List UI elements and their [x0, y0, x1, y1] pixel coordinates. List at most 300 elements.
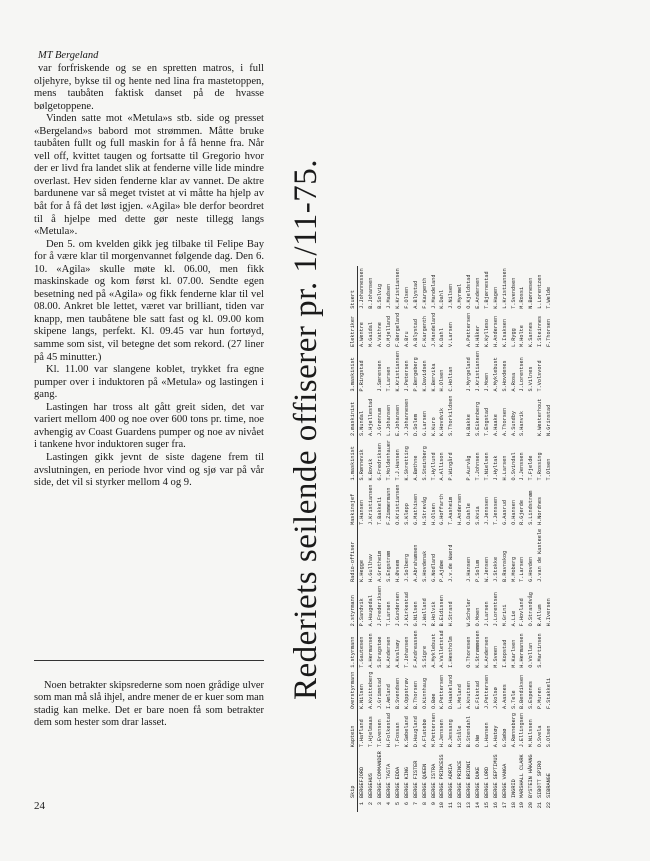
- officer-name: G.Søbø: [501, 728, 508, 748]
- officer-name: A.Myklebust: [492, 357, 499, 392]
- roster-title: Rederiets seilende offiserer pr. 1/11-75.: [288, 158, 324, 700]
- officer-name: J.Kristiansen: [475, 350, 482, 392]
- officer-name: J.Johannesen: [403, 398, 410, 436]
- officer-name: A.Hjellestad: [368, 398, 375, 436]
- ship-name: BERGE EDDA: [395, 766, 401, 798]
- officer-name: K.Andersen: [386, 636, 393, 668]
- officer-name: O.Svindal: [510, 452, 517, 481]
- ship-name: BERGE FISTER: [412, 760, 419, 798]
- officer-name: T.Svendsen: [510, 277, 517, 309]
- officer-name: D.Haugland: [412, 716, 419, 748]
- officer-name: H.Folkestad: [386, 713, 393, 748]
- table-row: [509, 266, 518, 812]
- officer-name: T.Volsvord: [537, 360, 544, 392]
- officer-name: A.Haugedal: [368, 595, 375, 627]
- officer-name: J.v.de Waerd: [448, 544, 455, 582]
- ship-name: BERGE SEPTIMUS: [492, 754, 499, 798]
- officer-name: M.Nilssen: [528, 719, 535, 748]
- officer-name: M.Gaidal: [368, 322, 375, 347]
- officer-name: B.Eidissen: [439, 595, 446, 627]
- officer-name: O.Mjelland: [386, 315, 393, 347]
- officer-name: O.Hansen: [510, 500, 517, 525]
- ship-name: BERGE VANGA: [501, 763, 508, 798]
- header-cell: Kaptein: [348, 711, 358, 749]
- officer-name: K.Oppstrøv: [403, 677, 410, 710]
- officer-name: P.Wingård: [448, 452, 455, 481]
- officer-name: T.Hafland: [359, 719, 366, 748]
- officer-name: G.Nilsen: [412, 601, 419, 627]
- officer-name: A.Rønneberg: [510, 713, 517, 748]
- table-row: [402, 266, 411, 812]
- officer-name: A.Wentre: [359, 322, 366, 347]
- officer-name: T.Rossing: [537, 452, 544, 481]
- row-number: 14: [475, 802, 482, 809]
- table-row: [358, 266, 367, 812]
- officer-name: K.Dahl: [439, 328, 446, 347]
- officer-name: H.Iversen: [546, 598, 553, 627]
- row-number: 6: [403, 802, 410, 806]
- officer-name: S.Rønnevik: [359, 449, 366, 481]
- officer-name: K.Nilsen: [359, 684, 366, 710]
- officer-name: J.Solberg: [403, 553, 410, 582]
- officer-name: [527, 393, 536, 437]
- article-paragraph: Kl. 11.00 var slangene koblet, trykket fra egne pumper over i induktoren på «Metula» og lastingen i gang.: [34, 364, 264, 401]
- officer-name: S.Hovdenes: [501, 360, 508, 392]
- officer-name: P.Bergeberg: [412, 357, 419, 392]
- officer-name: M.Holte: [519, 325, 526, 347]
- officer-name: J.Pettersen: [483, 674, 490, 710]
- quote-text: Noen betrakter skipsrederne som noen grådige ulver som man må slå ihjel, andre mener de er kuer som man stadig kan melke. Det er bare noen få som betrakter dem som hester som drar lasset.: [34, 680, 264, 729]
- officer-name: F.Thorsen: [546, 318, 553, 347]
- header-cell: Elektriker: [348, 311, 358, 349]
- officer-name: S.Steinberg: [421, 446, 428, 481]
- officer-name: A.Gretheim: [377, 550, 384, 582]
- officer-name: A.Bøthne: [412, 455, 419, 481]
- row-number: 13: [466, 802, 473, 809]
- officer-name: B.Solvig: [377, 283, 384, 309]
- officer-name: A.Bru: [403, 331, 410, 347]
- officer-name: L.Meland: [457, 684, 464, 710]
- officer-name: A.Thorsen: [501, 407, 508, 436]
- quote-box: [34, 680, 264, 730]
- page-number: 24: [34, 800, 45, 812]
- officer-name: T.Hyllund: [430, 452, 437, 481]
- officer-name: [456, 438, 465, 482]
- officer-name: J.Frederiksen: [377, 585, 384, 627]
- article-column: [34, 50, 264, 490]
- officer-name: S.Sigre: [421, 645, 428, 668]
- officer-name: K.Sannes: [528, 322, 535, 347]
- officer-name: L.Hansen: [483, 722, 490, 748]
- ship-name: BERGE TASTA: [386, 763, 393, 798]
- article-paragraph: Vinden satte mot «Metula»s stb. side og presset «Bergeland»s babord mot strømmen. Måtte bruke taubåten fullt og full maskin for å få henne fra. Når vell off, kvittet taugen og fortsatte til Gregorio hvor der er livd fra landet slik at fenderne ville lide mindre overlast. Hev siden fenderne klar av vannet. De aktre bardunene var så meget tvistet at vi måtte ha hjelp av båt for å få det løst igjen. «Agila» ble derfor beordret til å hjelpe med dette gør neste tillegg langs «Metula».: [34, 113, 264, 238]
- officer-name: K.Bovik: [368, 458, 375, 481]
- officer-name: H.Hermansen: [519, 633, 526, 668]
- officer-name: J.Kristiansen: [368, 484, 375, 525]
- officer-name: A.Haake: [492, 414, 499, 436]
- officer-name: J.Grønnum: [377, 407, 384, 436]
- officer-name: J.Stokke: [492, 556, 499, 582]
- officer-name: J.Walland: [421, 598, 428, 627]
- officer-name: A.Vathne: [377, 322, 384, 347]
- officer-name: [456, 349, 465, 393]
- officer-name: G.Hoffarth: [439, 493, 446, 525]
- article-paragraph: Lastingen gikk jevnt de siste dagene frem til avslutningen, en periode hvor vind og sjø var på vår side, det vil si styrker mellom 4 og 9.: [34, 451, 264, 489]
- article-paragraph: Den 5. om kvelden gikk jeg tilbake til Felipe Bay for å være klar til morgenvannet følgende dag. Den 6. 10. «Agila» skulle møte kl. 06.00, men fikk maskinskade og kom først kl. 07.00. Sendte egen besetning ned på «Agila» og fikk fenderne klar til vel 08.00. Ankret ble lettet, været var brilliant, tiden var knapp, men taubåtene ble satt fast og kl. 09.00 kom skipene langs, perfekt. Kl. 09.45 var hun fortøyd, samme som sist, vil betegne det som rekord. (27 liner på 45 minutter.): [34, 238, 264, 363]
- header-cell: Overstyrmann: [349, 671, 356, 710]
- table-row: [367, 266, 376, 812]
- officer-name: D.Haakeland: [448, 674, 455, 710]
- officer-name: M.Grini: [501, 604, 508, 627]
- header-cell: 2.styrmann: [348, 584, 358, 628]
- officer-name: H.Ståle: [457, 725, 464, 748]
- ship-name: BYSTEIN HÅKANG: [528, 754, 535, 798]
- officer-name: H.Olsen: [439, 369, 446, 392]
- officer-name: K.Hegge: [359, 560, 366, 582]
- officer-name: J.Jenssen: [483, 496, 490, 525]
- officer-name: O.Dahle: [466, 503, 473, 525]
- officer-name: L.Rygg: [510, 328, 517, 347]
- officer-name: J.Nilsen: [448, 283, 455, 309]
- officer-name: J.Hansen: [466, 556, 473, 582]
- officer-name: J.Larsen: [483, 601, 490, 627]
- table-row: [527, 266, 536, 812]
- officer-name: K.Søbeland: [403, 716, 410, 748]
- table-row: [474, 266, 483, 812]
- officer-name: H.Andersen: [492, 315, 499, 347]
- row-number: 16: [492, 802, 499, 809]
- officer-name: K.Kylleso: [483, 318, 490, 347]
- row-number: 22: [546, 802, 553, 809]
- officer-name: J.van de Kasteele: [537, 528, 544, 582]
- officer-name: T.Larsen: [386, 366, 393, 392]
- officer-name: A.Kvalsøy: [395, 639, 401, 668]
- officer-name: S.Espenes: [528, 681, 535, 710]
- officer-name: L.Lorentzen: [537, 274, 544, 309]
- officer-name: [456, 527, 465, 584]
- officer-name: B.Stendahl: [466, 716, 473, 748]
- officer-name: T.Aasheim: [448, 496, 455, 525]
- row-number: 21: [537, 802, 544, 809]
- officer-name: K.Davidsen: [421, 360, 428, 392]
- officer-name: T.Engstad: [483, 407, 490, 436]
- officer-name: K.Strømmesen: [475, 630, 482, 668]
- officer-name: A.Aasnes: [501, 684, 508, 710]
- officer-name: M.Pettersen: [430, 713, 437, 748]
- officer-name: T.Gautesen: [359, 636, 366, 668]
- officer-name: O.Svela: [537, 725, 544, 748]
- table-row: [411, 266, 420, 812]
- officer-name: O.Nø: [475, 734, 482, 748]
- roster-rotated: [290, 30, 630, 820]
- officer-name: G.Mathisen: [412, 493, 419, 525]
- officer-name: F.Bergeland: [395, 312, 401, 347]
- officer-name: J.Moen: [483, 372, 490, 392]
- officer-name: F.Zimmermann: [386, 487, 393, 525]
- officer-name: H.Strand: [448, 601, 455, 627]
- officer-name: F.Stakkeli: [546, 677, 553, 710]
- officer-name: [367, 349, 376, 393]
- officer-name: A.Rosa: [510, 372, 517, 392]
- ship-name: SIBOTT SPIRO: [537, 760, 544, 798]
- officer-name: G.Hovden: [528, 556, 535, 582]
- officer-name: P.Aurvåg: [466, 455, 473, 481]
- officer-name: F.Andreassen: [412, 630, 419, 668]
- officer-name: O.Thoresen: [466, 636, 473, 668]
- officer-name: P.Ajdøe: [439, 560, 446, 582]
- table-row: [491, 266, 500, 812]
- officer-name: K.Hovdvik: [439, 407, 446, 436]
- officer-name: A.Valletstad: [439, 630, 446, 668]
- officer-name: S.Dragstøe: [377, 636, 384, 668]
- officer-name: G.Larsen: [421, 411, 428, 436]
- officer-name: H.Håker: [475, 325, 482, 347]
- table-row: [429, 266, 438, 812]
- officer-name: L.Johansen: [386, 404, 393, 436]
- officer-name: F.Kargenth: [421, 315, 428, 347]
- officer-name: M.Karlsen: [510, 639, 517, 668]
- row-number: 3: [377, 802, 384, 806]
- ship-name: BERGE PRINCESS: [439, 754, 446, 798]
- officer-name: M.Sveen: [492, 645, 499, 668]
- header-cell: Radio-offiser: [348, 527, 358, 584]
- officer-name: J.Sørensen: [377, 360, 384, 392]
- officer-name: R.Jessang: [448, 719, 455, 748]
- ship-name: BERGE ADRIA: [448, 763, 455, 798]
- officer-name: A.Abrahamsen: [412, 544, 419, 582]
- ship-name: BERGE DUKE: [475, 766, 482, 798]
- officer-name: S.Klepp: [403, 503, 410, 525]
- row-number: 8: [421, 802, 428, 806]
- officer-name: V.Larsen: [448, 322, 455, 347]
- officer-name: T.Johnsen: [475, 452, 482, 481]
- officer-name: B.Bendiksen: [519, 674, 526, 710]
- row-number: 18: [510, 802, 517, 809]
- officer-name: J.Myrgeland: [466, 357, 473, 392]
- article-paragraph: var forfriskende og se en spretten matros, i full oljehyre, bykse til og hente ned lina fra mastetoppen, mens taubåten faktisk danset på de hvasse bølgetoppene.: [34, 63, 264, 112]
- officer-name: T.Larsen: [519, 556, 526, 582]
- officer-name: E.Andersen: [475, 277, 482, 309]
- officer-name: H.Gullhav: [368, 553, 375, 582]
- officer-name: J.Hyltak: [492, 455, 499, 481]
- officer-name: H.Jenssen: [439, 719, 446, 748]
- officer-name: [456, 393, 465, 437]
- ship-name: MARSHALL CLARK: [519, 754, 526, 798]
- row-number: 9: [430, 802, 437, 806]
- officer-name: S.Vilnes: [528, 366, 535, 392]
- officer-name: T.J.Hansen: [395, 449, 401, 481]
- officer-name: E.Fikstad: [475, 681, 482, 710]
- officer-name: O.Kristiansen: [395, 484, 401, 525]
- officer-name: O.Myrmel: [457, 283, 464, 309]
- header-cell: Skip: [348, 749, 358, 800]
- row-number: 5: [395, 802, 401, 806]
- officer-name: S.Nundal: [359, 411, 366, 436]
- officer-name: J.Ellingsen: [519, 713, 526, 748]
- officer-name: T.Fjelde: [528, 455, 535, 481]
- officer-name: T.Welde: [546, 286, 553, 309]
- officer-name: H.Øvsem: [395, 560, 401, 582]
- officer-table: [348, 266, 554, 812]
- row-number: 2: [368, 802, 375, 806]
- officer-name: J.Petersen: [403, 360, 410, 392]
- officer-name: D.Solem: [412, 414, 419, 436]
- officer-name: A.Pettersen: [466, 312, 473, 347]
- officer-name: [545, 349, 554, 393]
- officer-name: R.Gjerde: [519, 500, 526, 525]
- officer-name: [545, 628, 554, 669]
- officer-name: A.Hermansen: [368, 633, 375, 668]
- officer-name: F.Olsen: [403, 286, 410, 309]
- row-number: 17: [501, 802, 508, 809]
- officer-name: A.Blystad: [412, 318, 419, 347]
- officer-name: T.Fossan: [395, 722, 401, 748]
- officer-name: O.Kjeldstad: [466, 274, 473, 309]
- officer-name: H.Andersen: [457, 493, 464, 525]
- officer-name: S.Martinsen: [537, 633, 544, 668]
- header-cell-number: [348, 800, 358, 812]
- officer-name: W.Jensen: [483, 556, 490, 582]
- officer-name: J.Mandeland: [430, 312, 437, 347]
- officer-name: K.Isaksen: [501, 318, 508, 347]
- officer-name: O.Moen: [475, 607, 482, 627]
- officer-name: N.Bønnesen: [528, 277, 535, 309]
- officer-name: T.Hansen: [359, 500, 366, 525]
- header-cell: Stuert: [348, 266, 358, 310]
- officer-name: N.Grinstad: [546, 404, 553, 436]
- officer-name: H.Olsen: [430, 503, 437, 525]
- officer-name: S.Hovdenak: [421, 550, 428, 582]
- table-row: [438, 266, 447, 812]
- officer-name: K.Andersen: [483, 636, 490, 668]
- officer-name: T.Nielsen: [483, 452, 490, 481]
- officer-name: K.Skretting: [403, 446, 410, 481]
- row-number: 15: [483, 802, 490, 809]
- officer-name: A.Allison: [439, 452, 446, 481]
- officer-name: T.Bakkeli: [377, 496, 384, 525]
- officer-name: T.Larsen: [386, 601, 393, 627]
- officer-name: W.Scheler: [466, 598, 473, 627]
- officer-name: S.Lindstrøm: [528, 490, 535, 525]
- ship-name: BERGEFJORD: [359, 766, 366, 798]
- officer-name: I.Hestholm: [448, 636, 455, 668]
- row-number: 10: [439, 802, 446, 809]
- officer-name: H.Bakke: [466, 414, 473, 436]
- officer-name: [456, 628, 465, 669]
- officer-name: [545, 527, 554, 584]
- officer-name: B.Svendsen: [395, 677, 401, 710]
- table-row: [536, 266, 545, 812]
- row-number: 1: [359, 802, 366, 806]
- officer-name: T.Johansen: [403, 636, 410, 668]
- officer-name: G.Fredriksen: [377, 443, 384, 481]
- officer-name: J.Kolsø: [492, 687, 499, 710]
- officer-name: K.Kristiansen: [395, 350, 401, 392]
- ship-name: INGRID: [510, 779, 517, 798]
- ship-name: BERGE PRINCE: [457, 760, 464, 798]
- officer-name: J.Grimstad: [377, 677, 384, 710]
- officer-name: M.Rossi: [519, 286, 526, 309]
- header-cell: Maskinsjef: [348, 482, 358, 526]
- officer-name: S.Olsen: [546, 725, 553, 748]
- row-number: 19: [519, 802, 526, 809]
- officer-name: P.Ringstad: [359, 360, 366, 392]
- header-cell: 1.styrmann: [348, 628, 358, 669]
- officer-name: H.Strevåg: [421, 496, 428, 525]
- officer-name: A.Sundby: [510, 411, 517, 436]
- officer-name: T.Hjelmaas: [368, 716, 375, 748]
- ship-name: BERGE ISTRA: [430, 763, 437, 798]
- officer-name: J.Gundersen: [395, 592, 401, 627]
- officer-name: S.Kvia: [475, 506, 482, 525]
- header-cell: 1.maskinist: [348, 438, 358, 482]
- ship-name: BERGE KING: [403, 766, 410, 798]
- officer-name: F.Hovland: [519, 598, 526, 627]
- officer-name: S.Tele: [510, 690, 517, 710]
- officer-name: [545, 482, 554, 526]
- officer-name: L.Kristiansen: [501, 268, 508, 309]
- officer-name: C.Holtan: [448, 366, 455, 392]
- table-row: [394, 266, 403, 812]
- table-row: [447, 266, 456, 812]
- ship-name: BERGE BRIONI: [466, 760, 473, 798]
- table-row: [376, 266, 385, 812]
- row-number: 12: [457, 802, 464, 809]
- ship-name: BERGE-COMMANDER: [377, 751, 384, 798]
- officer-name: A.Hatøy: [492, 725, 499, 748]
- officer-name: T.Jenssen: [492, 496, 499, 525]
- officer-name: E.Johansen: [395, 404, 401, 436]
- officer-name: R.Holvik: [430, 601, 437, 627]
- officer-name: H.Larsen: [501, 455, 508, 481]
- table-row: [518, 266, 527, 812]
- officer-name: S.Engstrøm: [386, 550, 393, 582]
- officer-name: O.Vollan: [528, 642, 535, 668]
- officer-name: J.Lorentsen: [492, 592, 499, 627]
- header-cell: 2.maskinist: [348, 393, 358, 437]
- officer-name: P.Sandvik: [359, 598, 366, 627]
- officer-name: S.Thorkildsen: [448, 395, 455, 436]
- officer-name: M.Moberg: [510, 556, 517, 582]
- officer-name: J.Madsen: [386, 283, 393, 309]
- officer-name: K.Dahl: [439, 290, 446, 309]
- officer-name: S.Eikenberg: [475, 401, 482, 436]
- section-divider: [34, 660, 264, 661]
- officer-name: B.Johansen: [368, 277, 375, 309]
- officer-name: H.Nordnes: [537, 496, 544, 525]
- officer-name: G.Nodland: [430, 553, 437, 582]
- officer-name: B.Thorsen: [412, 681, 419, 710]
- officer-name: K.Kuro: [430, 417, 437, 436]
- officer-name: J.Mandeland: [430, 274, 437, 309]
- table-row: [545, 266, 554, 812]
- officer-name: A.Flatebø: [421, 719, 428, 748]
- officer-name: O.Kinnhaug: [421, 677, 428, 710]
- officer-name: S.Hanvik: [519, 411, 526, 436]
- officer-name: K.Hagen: [492, 286, 499, 309]
- article-paragraph: Lastingen har tross alt gått greit siden, det var variert mellom 400 og noe over 600 tons pr. time, noe avhengig av Coast Guardens pumper og noe av nivået i tankene hvor induktoren suger fra.: [34, 401, 264, 451]
- table-row: [500, 266, 509, 812]
- officer-name: T.Olsen: [546, 458, 553, 481]
- officer-name: T.Bjørnestad: [483, 271, 490, 309]
- header-cell: 3.maskinist: [348, 349, 358, 393]
- row-number: 11: [448, 802, 455, 809]
- officer-name: A.Kvitteberg: [368, 671, 375, 710]
- officer-name: R.Allum: [537, 604, 544, 627]
- officer-name: I.Kopstad: [501, 639, 508, 668]
- table-row: [420, 266, 429, 812]
- ship-name: SIBRANGE: [546, 773, 553, 798]
